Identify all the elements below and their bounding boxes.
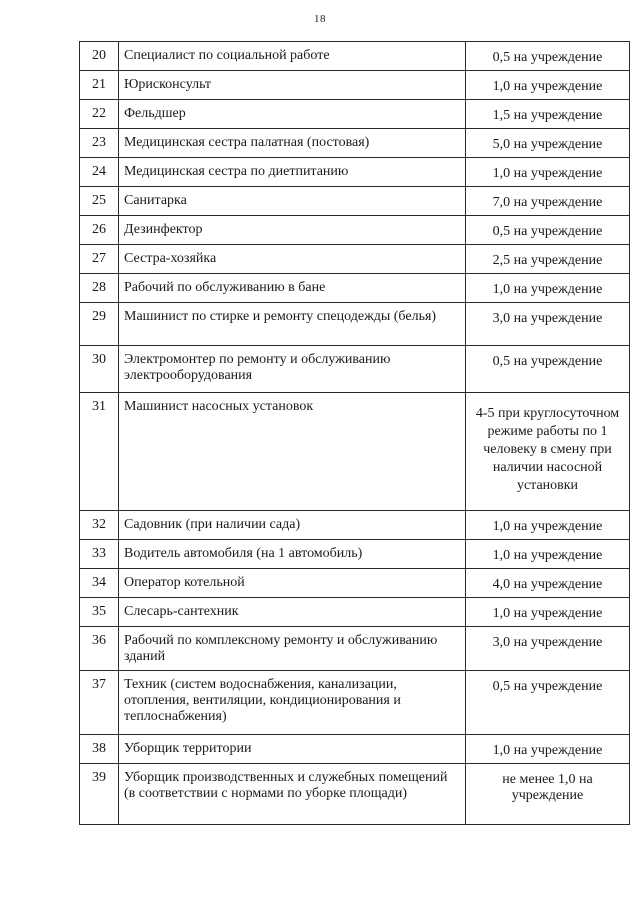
table-row bbox=[80, 274, 630, 303]
row-number: 32 bbox=[80, 511, 119, 540]
row-number: 20 bbox=[80, 42, 119, 71]
table-row bbox=[80, 129, 630, 158]
position-name: Машинист по стирке и ремонту спецодежды (белья) bbox=[119, 303, 466, 346]
staff-norm: 3,0 на учреждение bbox=[466, 627, 630, 671]
staff-norm: 5,0 на учреждение bbox=[466, 129, 630, 158]
table-row bbox=[80, 598, 630, 627]
table-row bbox=[80, 100, 630, 129]
staff-norm: 1,0 на учреждение bbox=[466, 71, 630, 100]
table-row bbox=[80, 735, 630, 764]
row-number: 29 bbox=[80, 303, 119, 346]
row-number: 23 bbox=[80, 129, 119, 158]
staff-norm: 0,5 на учреждение bbox=[466, 216, 630, 245]
table-row bbox=[80, 71, 630, 100]
row-number: 36 bbox=[80, 627, 119, 671]
table-row bbox=[80, 627, 630, 671]
row-number: 38 bbox=[80, 735, 119, 764]
position-name: Юрисконсульт bbox=[119, 71, 466, 100]
table-row bbox=[80, 216, 630, 245]
row-number: 24 bbox=[80, 158, 119, 187]
row-number: 33 bbox=[80, 540, 119, 569]
staff-norm: 0,5 на учреждение bbox=[466, 671, 630, 735]
row-number: 26 bbox=[80, 216, 119, 245]
position-name: Садовник (при наличии сада) bbox=[119, 511, 466, 540]
staff-norm: 1,0 на учреждение bbox=[466, 511, 630, 540]
row-number: 37 bbox=[80, 671, 119, 735]
row-number: 22 bbox=[80, 100, 119, 129]
position-name: Водитель автомобиля (на 1 автомобиль) bbox=[119, 540, 466, 569]
staff-norm: 1,0 на учреждение bbox=[466, 735, 630, 764]
page-number: 18 bbox=[314, 13, 326, 25]
row-number: 25 bbox=[80, 187, 119, 216]
table-row bbox=[80, 671, 630, 735]
row-number: 21 bbox=[80, 71, 119, 100]
staff-norm: 0,5 на учреждение bbox=[466, 42, 630, 71]
table-row bbox=[80, 764, 630, 825]
position-name: Рабочий по обслуживанию в бане bbox=[119, 274, 466, 303]
table-row bbox=[80, 393, 630, 511]
table-row bbox=[80, 42, 630, 71]
table-row bbox=[80, 245, 630, 274]
staff-norm: 3,0 на учреждение bbox=[466, 303, 630, 346]
row-number: 31 bbox=[80, 393, 119, 511]
staff-norm: 1,0 на учреждение bbox=[466, 158, 630, 187]
position-name: Уборщик производственных и служебных помещений (в соответствии с нормами по уборке площади) bbox=[119, 764, 466, 825]
staffing-table bbox=[79, 41, 630, 825]
position-name: Рабочий по комплексному ремонту и обслуживанию зданий bbox=[119, 627, 466, 671]
staff-norm: 7,0 на учреждение bbox=[466, 187, 630, 216]
row-number: 34 bbox=[80, 569, 119, 598]
staff-norm: 1,0 на учреждение bbox=[466, 540, 630, 569]
staff-norm: 4,0 на учреждение bbox=[466, 569, 630, 598]
row-number: 28 bbox=[80, 274, 119, 303]
position-name: Фельдшер bbox=[119, 100, 466, 129]
staff-norm: 1,5 на учреждение bbox=[466, 100, 630, 129]
row-number: 39 bbox=[80, 764, 119, 825]
staff-norm: не менее 1,0 на учреждение bbox=[466, 764, 630, 825]
position-name: Медицинская сестра палатная (постовая) bbox=[119, 129, 466, 158]
position-name: Электромонтер по ремонту и обслуживанию электрооборудования bbox=[119, 346, 466, 393]
row-number: 27 bbox=[80, 245, 119, 274]
staff-norm: 4-5 при круглосуточном режиме работы по 1 человеку в смену при наличии насосной установки bbox=[466, 393, 630, 511]
staff-norm: 1,0 на учреждение bbox=[466, 274, 630, 303]
position-name: Слесарь-сантехник bbox=[119, 598, 466, 627]
position-name: Медицинская сестра по диетпитанию bbox=[119, 158, 466, 187]
table-row bbox=[80, 511, 630, 540]
table-row bbox=[80, 540, 630, 569]
position-name: Дезинфектор bbox=[119, 216, 466, 245]
position-name: Оператор котельной bbox=[119, 569, 466, 598]
table-row bbox=[80, 303, 630, 346]
staff-norm: 0,5 на учреждение bbox=[466, 346, 630, 393]
row-number: 35 bbox=[80, 598, 119, 627]
position-name: Машинист насосных установок bbox=[119, 393, 466, 511]
position-name: Уборщик территории bbox=[119, 735, 466, 764]
table-row bbox=[80, 569, 630, 598]
position-name: Специалист по социальной работе bbox=[119, 42, 466, 71]
position-name: Сестра-хозяйка bbox=[119, 245, 466, 274]
staff-norm: 1,0 на учреждение bbox=[466, 598, 630, 627]
table-row bbox=[80, 158, 630, 187]
staff-norm: 2,5 на учреждение bbox=[466, 245, 630, 274]
table-row bbox=[80, 187, 630, 216]
position-name: Санитарка bbox=[119, 187, 466, 216]
position-name: Техник (систем водоснабжения, канализации, отопления, вентиляции, кондиционирования и теплоснабжения) bbox=[119, 671, 466, 735]
table-row bbox=[80, 346, 630, 393]
row-number: 30 bbox=[80, 346, 119, 393]
